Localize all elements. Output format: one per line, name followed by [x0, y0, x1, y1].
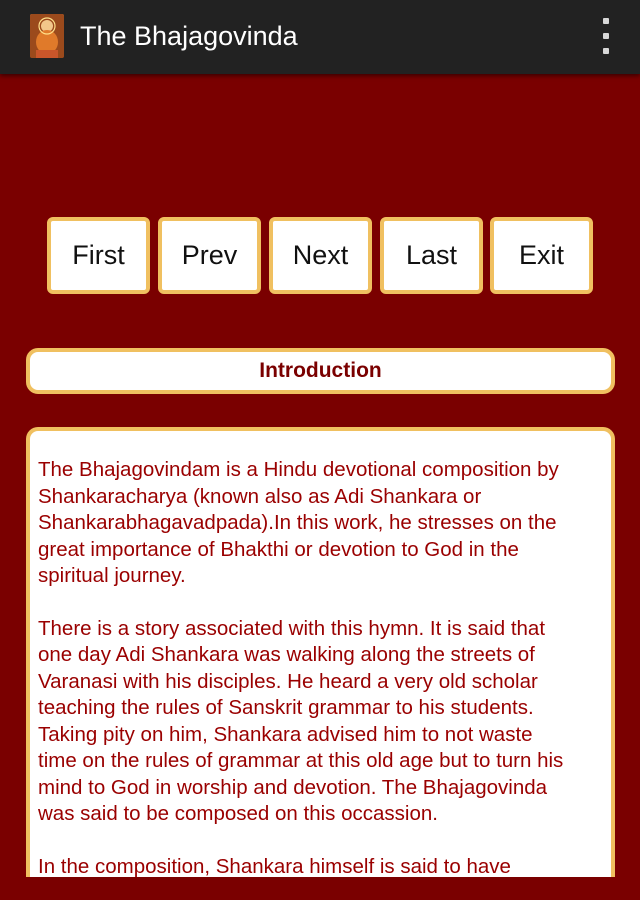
- saint-portrait-icon: [30, 14, 64, 58]
- first-button[interactable]: First: [47, 217, 150, 294]
- section-title: Introduction: [26, 348, 615, 394]
- app-title: The Bhajagovinda: [80, 21, 298, 51]
- content-paragraph: The Bhajagovindam is a Hindu devotional composition by Shankaracharya (known also as Adi Shankara or Shankarabhagavadpada).In this work, he stresses on the great importance of Bhakthi or devotion to God in the spiritual journey.: [38, 458, 559, 587]
- navigation-buttons: [47, 217, 593, 294]
- next-button[interactable]: Next: [269, 217, 372, 294]
- exit-button[interactable]: Exit: [490, 217, 593, 294]
- content-paragraph: In the composition, Shankara himself is said to have: [38, 854, 511, 877]
- app-bar: [0, 0, 640, 74]
- content-scroll-area[interactable]: [26, 427, 615, 877]
- content-paragraph: There is a story associated with this hymn. It is said that one day Adi Shankara was walking along the streets of Varanasi with his disciples. He heard a very old scholar teaching the rules of Sanskrit grammar to his students. Taking pity on him, Shankara advised him to not waste time on the rules of grammar at this old age but to turn his mind to God in worship and devotion. The Bhajagovinda was said to be composed on this occassion.: [38, 616, 564, 825]
- overflow-menu-icon[interactable]: [598, 18, 614, 54]
- last-button[interactable]: Last: [380, 217, 483, 294]
- prev-button[interactable]: Prev: [158, 217, 261, 294]
